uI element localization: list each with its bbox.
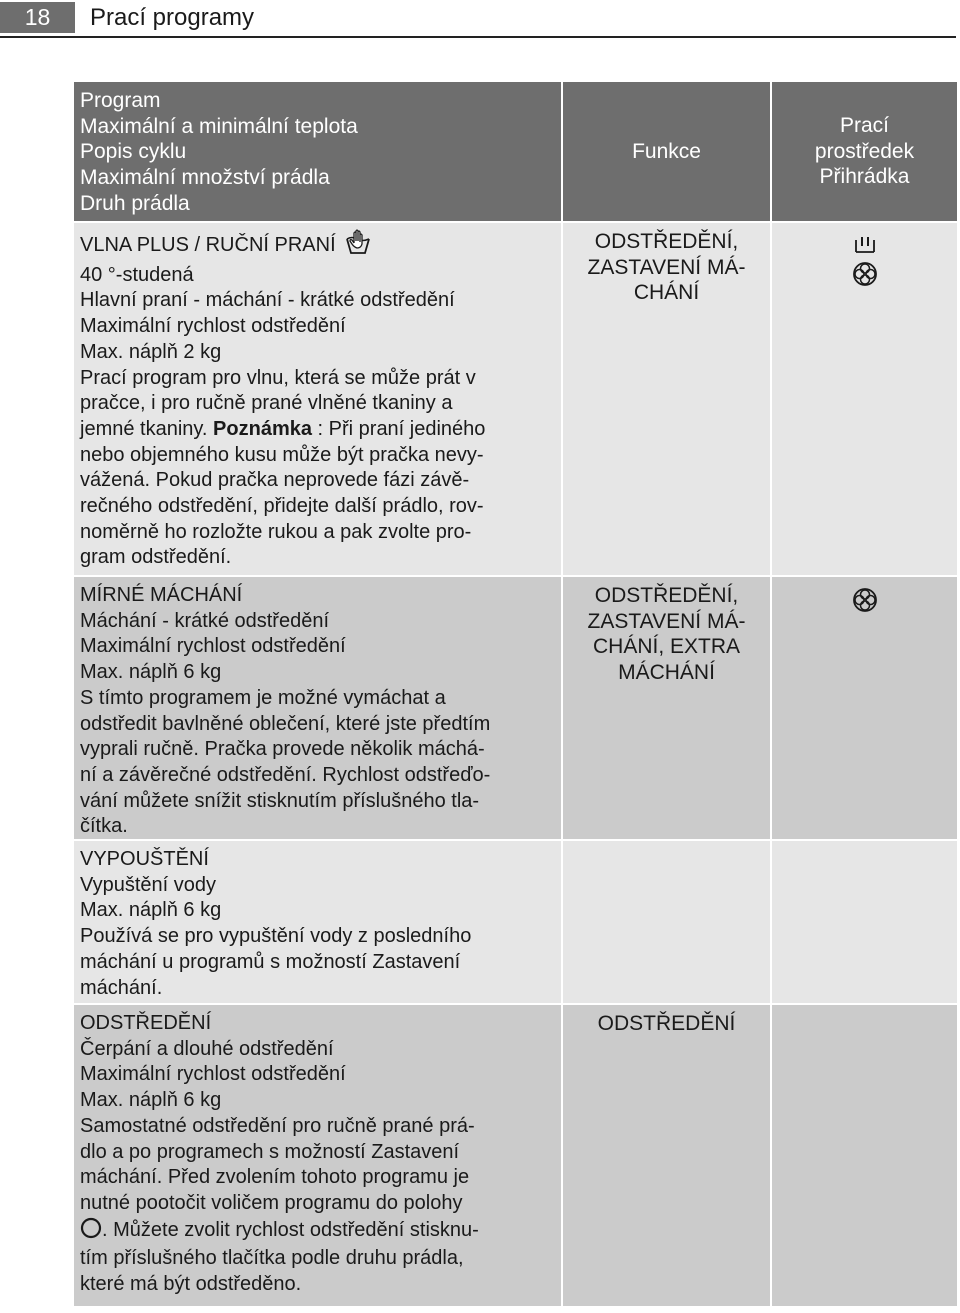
desc-line: jemné tkaniny. (80, 417, 208, 440)
page-header (0, 0, 960, 40)
program-row-spin-detergent (772, 1005, 957, 1306)
desc-line: Maximální rychlost odstředění (80, 315, 346, 338)
header-divider (0, 36, 956, 38)
program-name: MÍRNÉ MÁCHÁNÍ (80, 584, 243, 606)
header-temperature: Maximální a minimální teplota (80, 114, 358, 138)
desc-line: ní a závěrečné odstředění. Rychlost odstřeďo- (80, 763, 491, 786)
desc-line: rečného odstředění, přidejte další prádlo, rov- (80, 495, 484, 518)
program-row-gentle-rinse-description (74, 577, 561, 839)
desc-line: vážená. Pokud pračka neprovede fázi závě- (80, 469, 470, 492)
desc-line: Samostatné odstředění pro ručně prané prá- (80, 1114, 475, 1137)
header-funkce: Funkce (632, 139, 701, 163)
hand-wash-icon (345, 229, 371, 263)
desc-line: Maximální rychlost odstředění (80, 635, 346, 658)
program-name: ODSTŘEDĚNÍ (80, 1012, 212, 1034)
desc-line: Máchání - krátké odstředění (80, 609, 330, 632)
desc-line: Používá se pro vypuštění vody z posledního (80, 925, 472, 948)
desc-line: Max. náplň 6 kg (80, 661, 222, 684)
desc-line: máchání. Před zvolením tohoto programu je (80, 1166, 470, 1189)
header-detergent-line-3: Přihrádka (819, 165, 910, 189)
desc-line: Maximální rychlost odstředění (80, 1063, 346, 1086)
desc-line: nebo objemného kusu může být pračka nevy- (80, 443, 484, 466)
program-name: VYPOUŠTĚNÍ (80, 848, 209, 870)
desc-line: Čerpání a dlouhé odstředění (80, 1037, 334, 1060)
page-title: Prací programy (90, 4, 255, 31)
program-row-spin-functions (563, 1005, 770, 1306)
program-row-wool-functions (563, 223, 770, 575)
desc-line: vání můžete snížit stisknutím příslušného tla- (80, 789, 480, 812)
desc-line: máchání. (80, 976, 163, 999)
desc-line: Max. náplň 6 kg (80, 1089, 222, 1112)
desc-line: nutné pootočit voličem programu do polohy (80, 1191, 463, 1214)
header-max-load: Maximální množství prádla (80, 166, 330, 190)
program-row-drain-functions (563, 841, 770, 1003)
fabric-softener-icon (852, 261, 878, 287)
program-row-drain-detergent (772, 841, 957, 1003)
header-detergent-line-2: prostředek (814, 139, 915, 163)
off-position-circle-icon (80, 1217, 102, 1247)
function-label: ODSTŘEDĚNÍ, (594, 230, 739, 253)
header-funkce-column (563, 82, 770, 221)
function-label: ZASTAVENÍ MÁ- (587, 609, 746, 633)
header-detergent-column (772, 82, 957, 221)
desc-line: noměrně ho rozložte rukou a pak zvolte pro- (80, 520, 472, 543)
desc-line: 40 °-studená (80, 263, 194, 286)
desc-line: odstředit bavlněné oblečení, které jste předtím (80, 712, 491, 735)
function-label: CHÁNÍ (633, 281, 700, 304)
page-number: 18 (0, 2, 75, 33)
header-detergent-line-1: Prací (839, 113, 889, 137)
header-fabric-type: Druh prádla (80, 191, 190, 215)
desc-line: dlo a po programech s možností Zastavení (80, 1140, 460, 1163)
desc-line: . Můžete zvolit rychlost odstředění stisknu- (102, 1218, 479, 1241)
desc-line: Prací program pro vlnu, která se může prát v (80, 366, 476, 389)
desc-line: tím příslušného tlačítka podle druhu prádla, (80, 1247, 464, 1270)
program-row-wool-description (74, 223, 561, 575)
function-label: ZASTAVENÍ MÁ- (587, 255, 746, 279)
desc-line: Vypuštění vody (80, 873, 217, 896)
desc-line: které má být odstředěno. (80, 1273, 302, 1296)
program-name: VLNA PLUS / RUČNÍ PRANÍ (80, 234, 336, 256)
desc-line: vyprali ručně. Pračka provede několik máchá- (80, 738, 485, 761)
note-text: : Při praní jediného (311, 417, 486, 440)
desc-line: čítka. (80, 815, 128, 838)
desc-line: gram odstředění. (80, 546, 232, 569)
program-table (74, 82, 957, 1306)
desc-line: Max. náplň 2 kg (80, 340, 222, 363)
program-row-spin-description (74, 1005, 561, 1306)
header-program: Program (80, 89, 161, 112)
function-label: ODSTŘEDĚNÍ, (594, 584, 739, 607)
function-label: ODSTŘEDĚNÍ (597, 1012, 736, 1035)
program-row-drain-description (74, 841, 561, 1003)
header-program-column (74, 82, 561, 221)
desc-line: Hlavní praní - máchání - krátké odstředění (80, 289, 455, 312)
main-wash-compartment-icon (853, 233, 877, 257)
desc-line: máchání u programů s možností Zastavení (80, 950, 461, 973)
note-label: Poznámka (213, 417, 312, 440)
function-label: CHÁNÍ, EXTRA (592, 635, 741, 658)
desc-line: pračce, i pro ručně prané vlněné tkaniny a (80, 392, 453, 415)
program-row-wool-detergent (772, 223, 957, 575)
header-cycle-description: Popis cyklu (80, 140, 187, 164)
fabric-softener-icon (852, 587, 878, 613)
desc-line: Max. náplň 6 kg (80, 899, 222, 922)
function-label: MÁCHÁNÍ (618, 660, 715, 684)
desc-line: S tímto programem je možné vymáchat a (80, 686, 446, 709)
program-row-gentle-rinse-functions (563, 577, 770, 839)
program-row-gentle-rinse-detergent (772, 577, 957, 839)
